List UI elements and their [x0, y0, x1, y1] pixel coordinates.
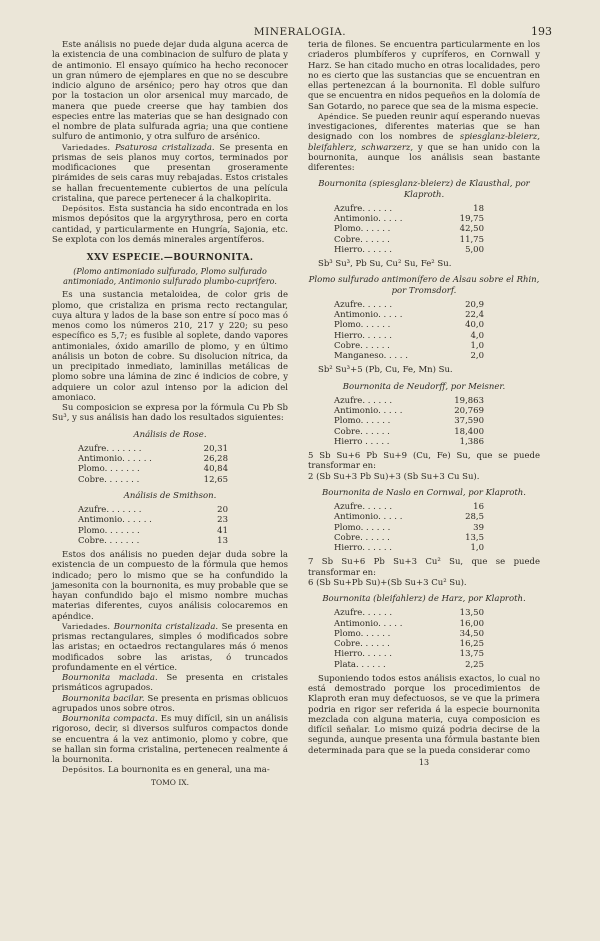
table-row: [334, 341, 484, 351]
element-name: Cobre. . . . . .: [334, 340, 390, 351]
element-name: Plomo. . . . . .: [334, 416, 391, 427]
element-value: 5,00: [465, 244, 484, 255]
paragraph: [52, 765, 288, 775]
table-row: [78, 505, 228, 515]
element-value: 39: [473, 522, 484, 533]
table-row: [334, 619, 484, 629]
paragraph: Suponiendo todos estos análisis exactos, lo cual no está demostrado porque los procedimientos de Klaproth eran muy defectuosos, se ve que la primera podria en rigor ser referida á la especie bournonita mezclada con alguna materia, cuya composicion es difícil señalar. Lo mismo quizá podria decirse de la segunda, aunque presenta una fórmula bastante bien determinada para que se la pueda considerar como: [308, 673, 540, 756]
paragraph-text: Esta sustancia ha sido encontrada en los mismos depósitos que la argyrythrosa, pero en corta cantidad, y particularmente en Hungría, Sajonia, etc. Se explota con los demás minerales argentíferos.: [52, 204, 288, 245]
synonyms: (Plomo antimoniado sulfurado, Plomo sulfurado antimoniado, Antimonio sulfurado plumbo-cuprifero.: [63, 267, 277, 286]
table-row: [334, 608, 484, 618]
element-value: 19,863: [454, 395, 484, 406]
table-row: [334, 512, 484, 522]
element-name: Manganeso. . . . .: [334, 351, 408, 361]
element-name: Azufre. . . . . . .: [78, 505, 142, 515]
element-name: Antimonio. . . . .: [334, 406, 403, 416]
element-value: 13,50: [459, 608, 484, 619]
table-row: [334, 437, 484, 447]
table-row: [78, 515, 228, 525]
element-name: Plomo. . . . . . .: [78, 525, 140, 536]
paragraph-text: y que se han unido con la bournonita, aunque los análisis sean bastante diferentes:: [308, 142, 541, 173]
table-row: [334, 406, 484, 416]
analysis-title: Bournonita de Naslo en Cornwal, por Klaproth.: [322, 487, 526, 498]
analysis-table: [334, 204, 484, 255]
element-value: 18: [473, 203, 484, 214]
analysis-table: [334, 300, 484, 362]
table-row: [334, 660, 484, 670]
section-label: Variedades.: [62, 621, 111, 631]
element-name: Hierro. . . . . .: [334, 330, 392, 341]
paragraph-text: La bournonita es en general, una ma-: [105, 765, 270, 776]
element-name: Plomo. . . . . .: [334, 224, 391, 235]
element-value: 42,50: [459, 224, 484, 235]
table-row: [334, 235, 484, 245]
element-value: 16: [473, 502, 484, 512]
element-value: 22,4: [465, 310, 484, 320]
element-name: Azufre. . . . . .: [334, 395, 393, 406]
element-name: Plomo. . . . . .: [334, 628, 391, 639]
element-value: 1,0: [470, 543, 484, 553]
element-name: Antimonio. . . . . .: [78, 454, 152, 464]
element-value: 23: [217, 515, 228, 526]
analysis-table: [334, 502, 484, 553]
paragraph-text: Se presenta en cristales prismáticos agrupados.: [52, 673, 288, 694]
element-name: Antimonio. . . . .: [334, 512, 403, 523]
analysis-table: [334, 396, 484, 447]
element-name: Antimonio. . . . .: [334, 214, 403, 224]
paragraph: [52, 622, 288, 673]
element-name: Azufre. . . . . . .: [78, 443, 142, 454]
element-name: Plomo. . . . . . .: [78, 464, 140, 475]
right-column: [308, 40, 540, 768]
element-value: 13,5: [465, 532, 484, 543]
element-name: Azufre. . . . . .: [334, 608, 393, 619]
table-row: [78, 444, 228, 454]
table-row: [334, 416, 484, 426]
variety-name: Bournonita bacilar.: [62, 693, 145, 704]
element-value: 4,0: [470, 330, 484, 341]
element-value: 2,25: [465, 659, 484, 670]
table-row: [334, 427, 484, 437]
chemical-formula: Sb² Su³+5 (Pb, Cu, Fe, Mn) Su.: [318, 365, 453, 376]
table-row: [334, 351, 484, 361]
table-row: [78, 475, 228, 485]
paragraph: [52, 673, 288, 694]
chemical-formula: Sb³ Su³, Pb Su, Cu² Su, Fe² Su.: [318, 259, 452, 269]
analysis-title: Bournonita (spiesglanz-bleierz) de Klausthal, por Klaproth.: [318, 179, 530, 200]
element-name: Azufre. . . . . .: [334, 502, 393, 512]
element-name: Azufre. . . . . .: [334, 203, 393, 214]
element-name: Plomo. . . . . .: [334, 522, 391, 533]
table-row: [334, 629, 484, 639]
element-value: 13,75: [459, 649, 484, 660]
section-label: Depósitos.: [62, 765, 106, 775]
section-label: Apéndice.: [318, 111, 359, 121]
table-row: [334, 300, 484, 310]
element-value: 12,65: [203, 474, 228, 485]
element-value: 28,5: [465, 512, 484, 523]
paragraph-text: Es muy difícil, sin un análisis rigoroso, decir, si diversos sulfuros compactos donde se encuentra á la vez antimonio, plomo y cobre, que se hallan sin forma cristalina, pertenecen realmente á la bournonita.: [52, 714, 289, 765]
analysis-table: [78, 505, 228, 546]
element-name: Antimonio. . . . . .: [78, 515, 152, 526]
variety-name: Bournonita cristalizada.: [113, 621, 219, 632]
element-value: 26,28: [203, 454, 228, 464]
paragraph-text: Se presenta en prismas oblicuos agrupados unos sobre otros.: [52, 693, 288, 714]
element-value: 16,00: [459, 618, 484, 629]
element-name: Antimonio. . . . .: [334, 310, 403, 320]
table-row: [334, 320, 484, 330]
chemical-formula: 5 Sb Su+6 Pb Su+9 (Cu, Fe) Su, que se puede transformar en:: [308, 451, 540, 472]
paragraph-text: Se presenta en prismas de seis planos muy cortos, terminados por modificaciones que presentan groseramente pirámides de seis caras muy rebajadas. Estos cristales se hallan frecuentemente cubiertos de una película cristalina, que parece pertenecer á la chalkopirita.: [52, 142, 288, 204]
table-row: [78, 464, 228, 474]
paragraph: [52, 143, 288, 205]
table-row: [334, 649, 484, 659]
table-row: [334, 245, 484, 255]
page-number: 193: [531, 25, 552, 38]
paragraph: Es una sustancia metaloidea, de color gris de plomo, que cristaliza en prisma recto rectangular, cuya altura y lados de la base son entre sí poco mas ó menos como los números 210, 217 y 220; su peso específico es 5,7; es fusible al soplete, dando vapores antimoniales, óxido amarillo de plomo, y en último análisis un boton de cobre. Su disolucion nítrica, da un precipitado inmediato, laminillas metálicas de plomo sobre una lámina de zinc é indicios de cobre, y adquiere un color azul intenso por la adicion del amoniaco.: [52, 290, 288, 403]
paragraph: Estos dos análisis no pueden dejar duda sobre la existencia de un compuesto de la fórmula que hemos indicado; pero lo mismo que se ha confundido la jamesonita con la bournonita, es muy probable que se hayan confundido bajo el mismo nombre muchas materias diferentes, cuyos análisis colocaremos en apéndice.: [52, 550, 288, 622]
element-value: 1,386: [459, 436, 484, 447]
element-name: Cobre. . . . . .: [334, 532, 390, 543]
element-value: 18,400: [454, 426, 484, 437]
paragraph-text: Se pueden reunir aquí esperando nuevas investigaciones, diferentes materias que se han designado con los nombres de: [308, 111, 540, 143]
species-heading: XXV ESPECIE.—BOURNONITA.: [86, 253, 254, 263]
paragraph: [308, 112, 540, 174]
element-value: 13: [217, 535, 228, 546]
mineral-names: spiesglanz-bleierz, bleifahlerz, schwarzerz,: [308, 132, 540, 153]
paragraph: Este análisis no puede dejar duda alguna acerca de la existencia de una combinacion de sulfuro de plata y de antimonio. El ensayo químico ha hecho reconocer un gran número de ejemplares en que no se descubre indicio alguno de arsénico; pero hay otros que dan por la tostacion un olor arsenical muy marcado, de manera que puede creerse que hay tambien dos especies entre las materias que se han designado con el nombre de plata sulfurada agria; una que contiene sulfuro de antimonio, y otra sulfuro de arsénico.: [52, 40, 288, 143]
element-name: Hierro. . . . . .: [334, 543, 392, 553]
table-row: [334, 639, 484, 649]
paragraph-text: Se presenta en prismas rectangulares, simples ó modificados sobre las aristas; en octaedros rectangulares más ó menos modificados sobre las aristas, ó truncados profundamente en el vértice.: [52, 621, 289, 673]
element-name: Azufre. . . . . .: [334, 299, 393, 310]
element-name: Plomo. . . . . .: [334, 320, 391, 331]
analysis-title: Bournonita (bleifahlerz) de Harz, por Klaproth.: [322, 594, 526, 604]
element-value: 40,84: [203, 464, 228, 475]
table-row: [334, 523, 484, 533]
table-row: [334, 502, 484, 512]
element-name: Hierro. . . . . .: [334, 244, 392, 255]
element-value: 20,769: [454, 406, 484, 416]
chemical-formula: 2 (Sb Su+3 Pb Su)+3 (Sb Su+3 Cu Su).: [308, 471, 480, 482]
element-value: 34,50: [459, 628, 484, 639]
table-row: [334, 214, 484, 224]
section-label: Variedades.: [62, 142, 111, 152]
section-label: Depósitos.: [62, 204, 106, 213]
paragraph: [52, 714, 288, 765]
table-row: [334, 224, 484, 234]
table-row: [78, 454, 228, 464]
element-name: Hierro. . . . . .: [334, 649, 392, 660]
element-value: 41: [217, 525, 228, 536]
element-value: 11,75: [459, 234, 484, 245]
element-value: 2,0: [470, 351, 484, 361]
table-row: [78, 526, 228, 536]
element-name: Antimonio. . . . .: [334, 618, 403, 629]
chemical-formula: 6 (Sb Su+Pb Su)+(Sb Su+3 Cu² Su).: [308, 577, 467, 588]
element-name: Cobre. . . . . .: [334, 426, 390, 437]
signature-mark: 13: [418, 757, 430, 767]
element-value: 20,31: [203, 443, 228, 454]
element-value: 19,75: [459, 214, 484, 224]
analysis-title: Análisis de Smithson.: [123, 490, 217, 501]
analysis-title: Análisis de Rose.: [133, 429, 207, 440]
volume-footer: TOMO IX.: [150, 777, 190, 787]
analysis-table: [78, 444, 228, 485]
table-row: [78, 536, 228, 546]
table-row: [334, 533, 484, 543]
table-row: [334, 310, 484, 320]
analysis-title: Plomo sulfurado antimonífero de Alsau sobre el Rhin, por Tromsdorf.: [308, 275, 540, 296]
element-name: Cobre. . . . . . .: [78, 474, 140, 485]
paragraph: teria de filones. Se encuentra particularmente en los criaderos plumbíferos y cupríferos, en Cornwall y Harz. Se han citado mucho en otras localidades, pero no es cierto que las sustancias que se encuentran en ellas pertenezcan á la bournonita. El doble sulfuro que se encuentra en nidos pequeños en la dolomía de San Gotardo, no parece que sea de la misma especie.: [308, 40, 540, 112]
element-name: Plata. . . . . .: [334, 659, 386, 670]
element-name: Cobre. . . . . . .: [78, 535, 140, 546]
variety-name: Bournonita compacta.: [62, 714, 158, 724]
table-row: [334, 331, 484, 341]
variety-name: Bournonita maclada.: [62, 673, 158, 683]
paragraph: [52, 204, 288, 245]
variety-name: Psaturosa cristalizada.: [114, 142, 215, 153]
element-value: 20: [217, 505, 228, 515]
element-value: 40,0: [465, 320, 484, 331]
paragraph: Su composicion se expresa por la fórmula Cu Pb Sb Su³, y sus análisis han dado los resultados siguientes:: [52, 403, 288, 424]
element-name: Hierro . . . . .: [334, 436, 390, 447]
left-column: [52, 40, 288, 788]
element-value: 1,0: [470, 340, 484, 351]
element-name: Cobre. . . . . .: [334, 234, 390, 245]
table-row: [334, 543, 484, 553]
element-name: Cobre. . . . . .: [334, 639, 390, 649]
paragraph: [52, 694, 288, 715]
table-row: [334, 396, 484, 406]
element-value: 20,9: [465, 299, 484, 310]
element-value: 37,590: [454, 416, 484, 427]
element-value: 16,25: [459, 639, 484, 649]
chemical-formula: 7 Sb Su+6 Pb Su+3 Cu² Su, que se puede transformar en:: [308, 557, 540, 578]
running-header: MINERALOGIA.: [253, 26, 347, 38]
analysis-table: [334, 608, 484, 670]
analysis-title: Bournonita de Neudorff, por Meisner.: [342, 381, 506, 392]
table-row: [334, 204, 484, 214]
